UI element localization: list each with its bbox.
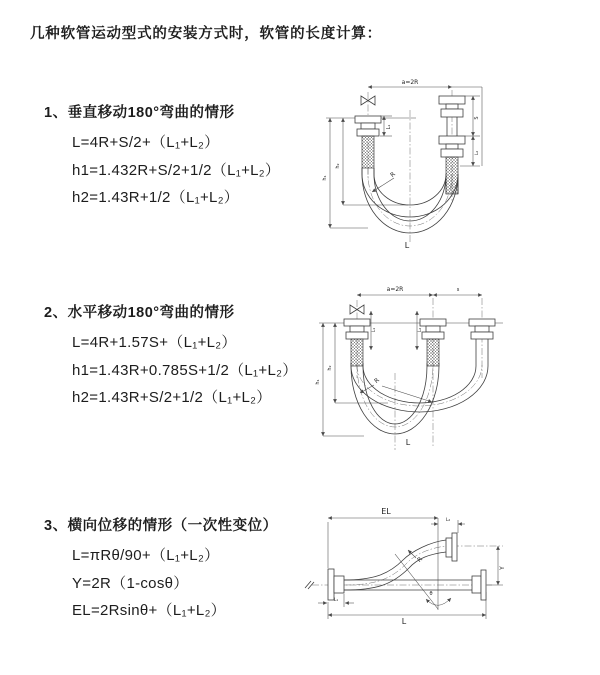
- formula-length: L=πRθ/90+（L₁+L₂）: [72, 547, 220, 564]
- dim-label-h1: h₁: [315, 379, 321, 385]
- flange-fitting-middle: [420, 319, 446, 339]
- radius-label: R: [373, 376, 381, 385]
- dim-label-h2: h₂: [335, 163, 341, 169]
- formula-h2: h2=1.43R+S/2+1/2（L₁+L₂）: [72, 389, 272, 406]
- formula-length: L=4R+S/2+（L₁+L₂）: [72, 134, 220, 151]
- length-label: L: [404, 241, 410, 250]
- dim-label-l1: L₁: [386, 124, 392, 130]
- radius-label: R: [389, 170, 397, 179]
- braided-hose-left: [351, 339, 363, 366]
- braided-hose-left: [362, 136, 374, 168]
- dimension-lines: [319, 295, 503, 436]
- radius-label: R: [416, 555, 424, 564]
- flange-fitting-right-lower: [472, 570, 486, 600]
- dim-label-a2r: a=2R: [401, 79, 419, 86]
- section-horizontal-movement: [44, 301, 298, 412]
- dim-label-l1: L₁: [372, 327, 377, 333]
- diagram-lateral-displacement: [300, 498, 515, 653]
- dimension-lines: [318, 518, 503, 619]
- length-label: L: [405, 438, 411, 447]
- section2-heading: 2、水平移动180°弯曲的情形: [44, 305, 235, 321]
- braided-hose-middle: [427, 339, 439, 366]
- formula-y: Y=2R（1-cosθ）: [72, 574, 189, 592]
- section2-formulas: [72, 329, 298, 412]
- section1-formulas: [72, 129, 280, 212]
- diagram-horizontal-180-bend: [308, 278, 518, 458]
- flange-fitting-right-lower: [439, 136, 465, 157]
- flange-fitting-left: [328, 569, 344, 600]
- flange-fitting-left: [344, 319, 370, 339]
- section1-heading: 1、垂直移动180°弯曲的情形: [44, 105, 235, 121]
- dim-label-l2: L₂: [445, 518, 451, 523]
- section3-heading: 3、横向位移的情形（一次性变位）: [44, 518, 278, 534]
- formula-el: EL=2Rsinθ+（L₁+L₂）: [72, 602, 226, 619]
- formula-h1: h1=1.432R+S/2+1/2（L₁+L₂）: [72, 161, 281, 179]
- dim-label-l1: L₁: [333, 598, 339, 603]
- dim-label-a2r: a=2R: [386, 286, 404, 293]
- flange-fitting-left: [355, 116, 381, 136]
- flange-fitting-right: [469, 319, 495, 352]
- angle-label: θ: [429, 591, 433, 597]
- braided-hose-right: [446, 157, 458, 194]
- dimension-lines: [326, 87, 482, 228]
- page-title: 几种软管运动型式的安装方式时，软管的长度计算：: [30, 26, 382, 42]
- formula-h1: h1=1.43R+0.785S+1/2（L₁+L₂）: [72, 361, 298, 379]
- formula-length: L=4R+1.57S+（L₁+L₂）: [72, 334, 237, 351]
- dim-label-h1: h₁: [322, 175, 328, 181]
- formula-h2: h2=1.43R+1/2（L₁+L₂）: [72, 189, 240, 206]
- dim-label-l2: L₂: [475, 150, 480, 156]
- diagram-vertical-180-bend: [310, 70, 510, 265]
- dim-label-s: s: [456, 287, 460, 293]
- hose-s-curve: [344, 540, 446, 590]
- flange-fitting-top-right: [446, 533, 457, 561]
- dim-label-el: EL: [381, 507, 391, 516]
- section-vertical-movement: [44, 101, 280, 212]
- section-lateral-displacement: [44, 514, 278, 625]
- dim-label-s: S: [474, 116, 480, 120]
- dim-label-l2: L₂: [418, 327, 423, 333]
- dim-label-h2: h₂: [327, 365, 333, 371]
- dim-label-y: Y: [499, 566, 506, 570]
- length-label: L: [401, 617, 407, 626]
- section3-formulas: [72, 542, 278, 625]
